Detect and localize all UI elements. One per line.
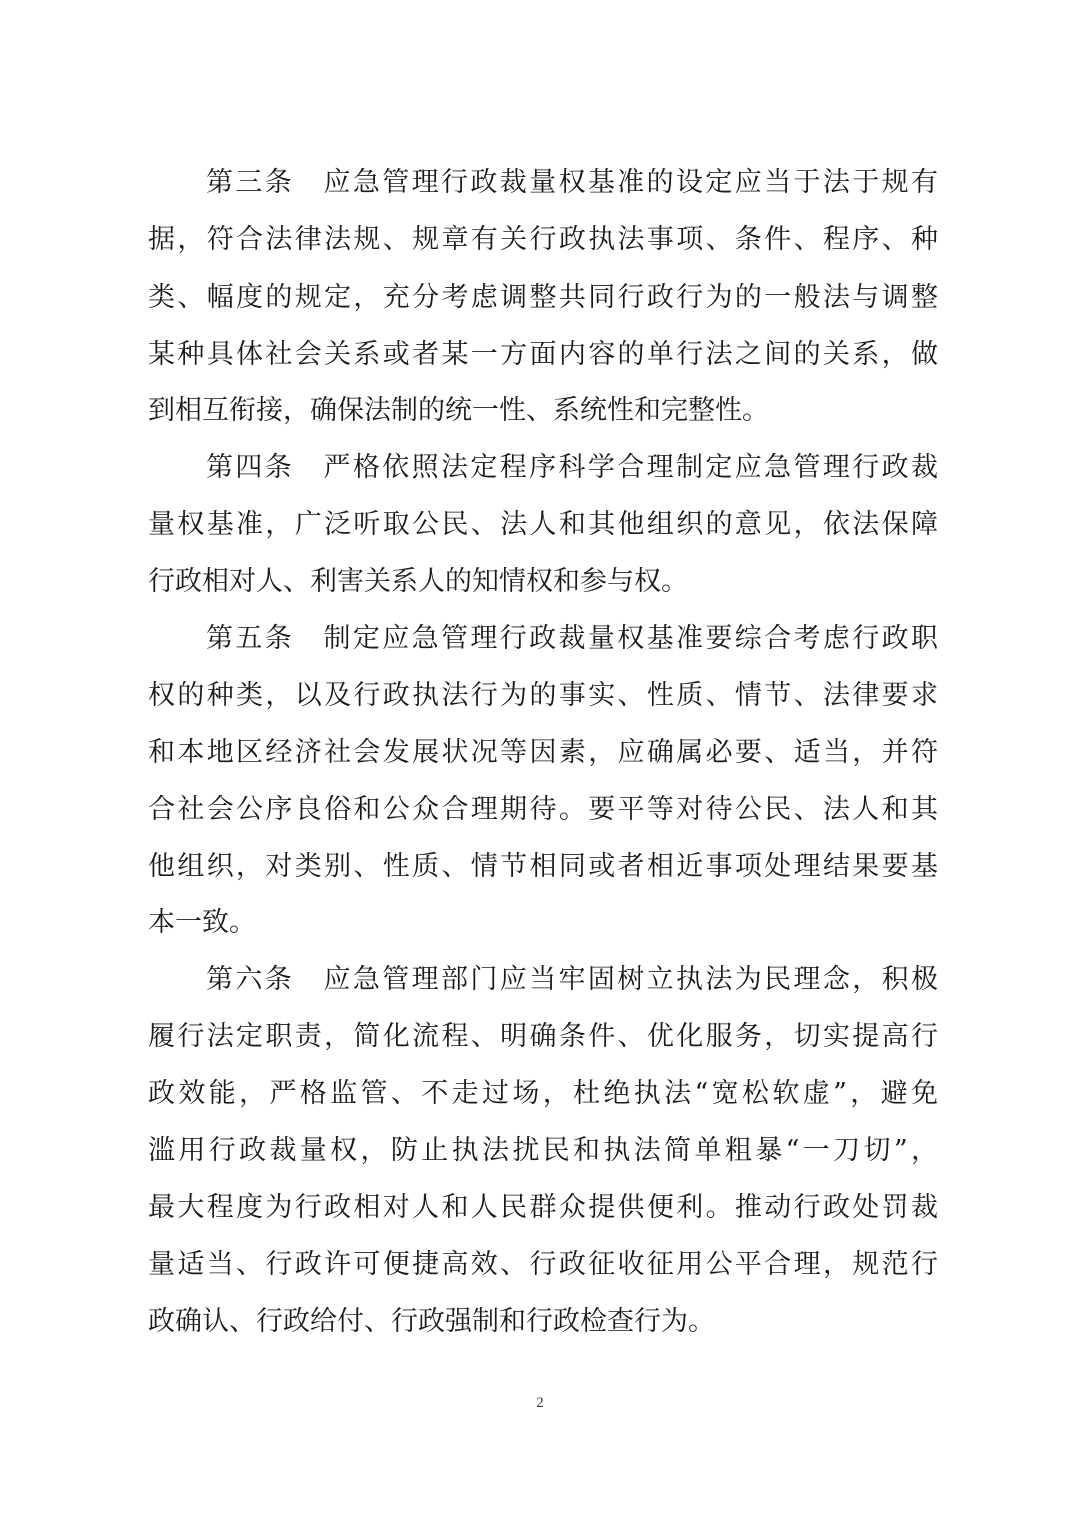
article-5-line-1: 第五条 制定应急管理行政裁量权基准要综合考虑行政职: [206, 623, 938, 654]
article-5-line-5: 他组织，对类别、性质、情节相同或者相近事项处理结果要基: [148, 851, 938, 882]
article-5-line-3: 和本地区经济社会发展状况等因素，应确属必要、适当，并符: [148, 737, 938, 768]
article-6-line-2: 履行法定职责，简化流程、明确条件、优化服务，切实提高行: [148, 1021, 938, 1052]
article-4-line-3: 行政相对人、利害关系人的知情权和参与权。: [148, 566, 688, 597]
article-5-line-2: 权的种类，以及行政执法行为的事实、性质、情节、法律要求: [148, 680, 938, 711]
page-number: 2: [536, 1395, 544, 1411]
article-3-line-3: 类、幅度的规定，充分考虑调整共同行政行为的一般法与调整: [148, 282, 938, 313]
article-6-line-5: 最大程度为行政相对人和人民群众提供便利。推动行政处罚裁: [148, 1192, 938, 1223]
article-3-line-4: 某种具体社会关系或者某一方面内容的单行法之间的关系，做: [148, 339, 938, 370]
article-3-line-1: 第三条 应急管理行政裁量权基准的设定应当于法于规有: [206, 167, 938, 198]
article-5-line-4: 合社会公序良俗和公众合理期待。要平等对待公民、法人和其: [148, 794, 938, 825]
article-5-line-6: 本一致。: [148, 907, 256, 938]
article-4-line-2: 量权基准，广泛听取公民、法人和其他组织的意见，依法保障: [148, 509, 938, 540]
article-6-line-3: 政效能，严格监管、不走过场，杜绝执法“宽松软虚”，避免: [148, 1078, 938, 1109]
article-4-line-1: 第四条 严格依照法定程序科学合理制定应急管理行政裁: [206, 452, 938, 483]
article-3-line-2: 据，符合法律法规、规章有关行政执法事项、条件、程序、种: [148, 224, 938, 255]
article-3-line-5: 到相互衔接，确保法制的统一性、系统性和完整性。: [148, 395, 769, 426]
article-6-line-1: 第六条 应急管理部门应当牢固树立执法为民理念，积极: [206, 964, 938, 995]
article-6-line-4: 滥用行政裁量权，防止执法扰民和执法简单粗暴“一刀切”，: [148, 1135, 938, 1166]
article-6-line-6: 量适当、行政许可便捷高效、行政征收征用公平合理，规范行: [148, 1249, 938, 1280]
article-6-line-7: 政确认、行政给付、行政强制和行政检查行为。: [148, 1306, 715, 1337]
